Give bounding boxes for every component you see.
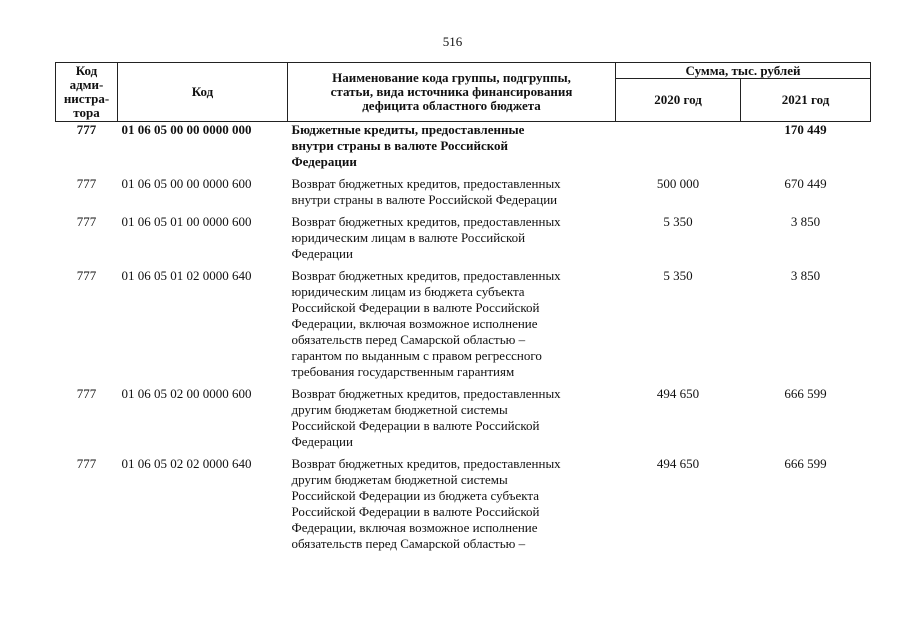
- budget-code-cell: 01 06 05 01 00 0000 600: [121, 214, 252, 229]
- admin-code-cell: 777: [76, 456, 97, 471]
- amount-2021-cell: 666 599: [784, 456, 827, 471]
- table-row: [56, 450, 871, 552]
- budget-code-cell: 01 06 05 01 02 0000 640: [121, 268, 252, 283]
- admin-code-cell: 777: [76, 268, 97, 283]
- name-cell: [288, 450, 616, 552]
- admin-code-cell: 777: [76, 122, 97, 137]
- amount-2020-cell: [616, 122, 741, 171]
- name-line: юридическим лицам в валюте Российской: [291, 230, 526, 245]
- table-row: [56, 380, 871, 450]
- name-cell: [288, 170, 616, 208]
- name-line: Федерации, включая возможное исполнение: [291, 520, 538, 535]
- name-line: Российской Федерации из бюджета субъекта: [291, 488, 539, 503]
- name-line: Возврат бюджетных кредитов, предоставленных: [291, 456, 561, 471]
- name-line: Федерации: [291, 154, 357, 169]
- amount-2020-cell: 500 000: [656, 176, 700, 191]
- table-row: [56, 208, 871, 262]
- name-line: Федерации: [291, 434, 353, 449]
- budget-code-cell: 01 06 05 02 00 0000 600: [121, 386, 252, 401]
- table-row: [56, 262, 871, 380]
- amount-2021-cell: 170 449: [784, 122, 827, 137]
- name-line: Российской Федерации в валюте Российской: [291, 504, 540, 519]
- header-year-2020: 2020 год: [616, 79, 741, 122]
- table-body: [56, 122, 871, 553]
- name-cell: [288, 262, 616, 380]
- admin-code-cell: 777: [76, 214, 97, 229]
- name-line: Российской Федерации в валюте Российской: [291, 418, 540, 433]
- amount-2021-cell: 670 449: [784, 176, 827, 191]
- amount-2020-cell: 5 350: [663, 268, 693, 283]
- header-admin-line: нистра-: [63, 91, 110, 106]
- name-line: Российской Федерации в валюте Российской: [291, 300, 540, 315]
- name-cell: [288, 208, 616, 262]
- name-cell: [288, 380, 616, 450]
- header-sum: Сумма, тыс. рублей: [616, 63, 871, 79]
- header-name-line: Наименование кода группы, подгруппы,: [332, 70, 571, 85]
- amount-2020-cell: 494 650: [656, 386, 700, 401]
- amount-2020-cell: 494 650: [656, 456, 700, 471]
- name-line: другим бюджетам бюджетной системы: [291, 402, 508, 417]
- header-admin-line: Код: [75, 63, 98, 78]
- name-line: требования государственным гарантиям: [291, 364, 515, 379]
- name-line: Федерации, включая возможное исполнение: [291, 316, 538, 331]
- budget-code-cell: 01 06 05 00 00 0000 000: [121, 122, 252, 137]
- budget-code-cell: 01 06 05 00 00 0000 600: [121, 176, 252, 191]
- header-admin-line: тора: [73, 105, 100, 120]
- name-line: Возврат бюджетных кредитов, предоставленных: [291, 214, 561, 229]
- name-line: Возврат бюджетных кредитов, предоставленных: [291, 386, 561, 401]
- name-line: обязательств перед Самарской областью –: [291, 332, 526, 347]
- header-year-2021: 2021 год: [741, 79, 871, 122]
- name-line: другим бюджетам бюджетной системы: [291, 472, 508, 487]
- header-code: Код: [118, 63, 288, 122]
- name-line: внутри страны в валюте Российской: [291, 138, 509, 153]
- header-admin-code: [56, 63, 118, 122]
- amount-2020-cell: 5 350: [663, 214, 693, 229]
- name-line: гарантом по выданным с правом регрессного: [291, 348, 542, 363]
- name-line: обязательств перед Самарской областью –: [291, 536, 526, 551]
- header-name-line: дефицита областного бюджета: [362, 98, 541, 113]
- amount-2021-cell: 3 850: [790, 268, 821, 283]
- header-admin-line: адми-: [69, 77, 104, 92]
- budget-sources-table: [55, 62, 871, 552]
- name-line: Бюджетные кредиты, предоставленные: [291, 122, 525, 137]
- name-line: Возврат бюджетных кредитов, предоставленных: [291, 268, 561, 283]
- budget-code-cell: 01 06 05 02 02 0000 640: [121, 456, 252, 471]
- table-header: [56, 63, 871, 122]
- name-line: юридическим лицам из бюджета субъекта: [291, 284, 525, 299]
- amount-2021-cell: 666 599: [784, 386, 827, 401]
- name-line: Федерации: [291, 246, 353, 261]
- table-row: [56, 122, 871, 171]
- amount-2021-cell: 3 850: [790, 214, 821, 229]
- name-cell: [288, 122, 616, 171]
- header-name: [288, 63, 616, 122]
- name-line: Возврат бюджетных кредитов, предоставленных: [291, 176, 561, 191]
- header-name-line: статьи, вида источника финансирования: [330, 84, 573, 99]
- name-line: внутри страны в валюте Российской Федерации: [291, 192, 558, 207]
- admin-code-cell: 777: [76, 176, 97, 191]
- page-number: 516: [442, 34, 463, 49]
- admin-code-cell: 777: [76, 386, 97, 401]
- table-row: [56, 170, 871, 208]
